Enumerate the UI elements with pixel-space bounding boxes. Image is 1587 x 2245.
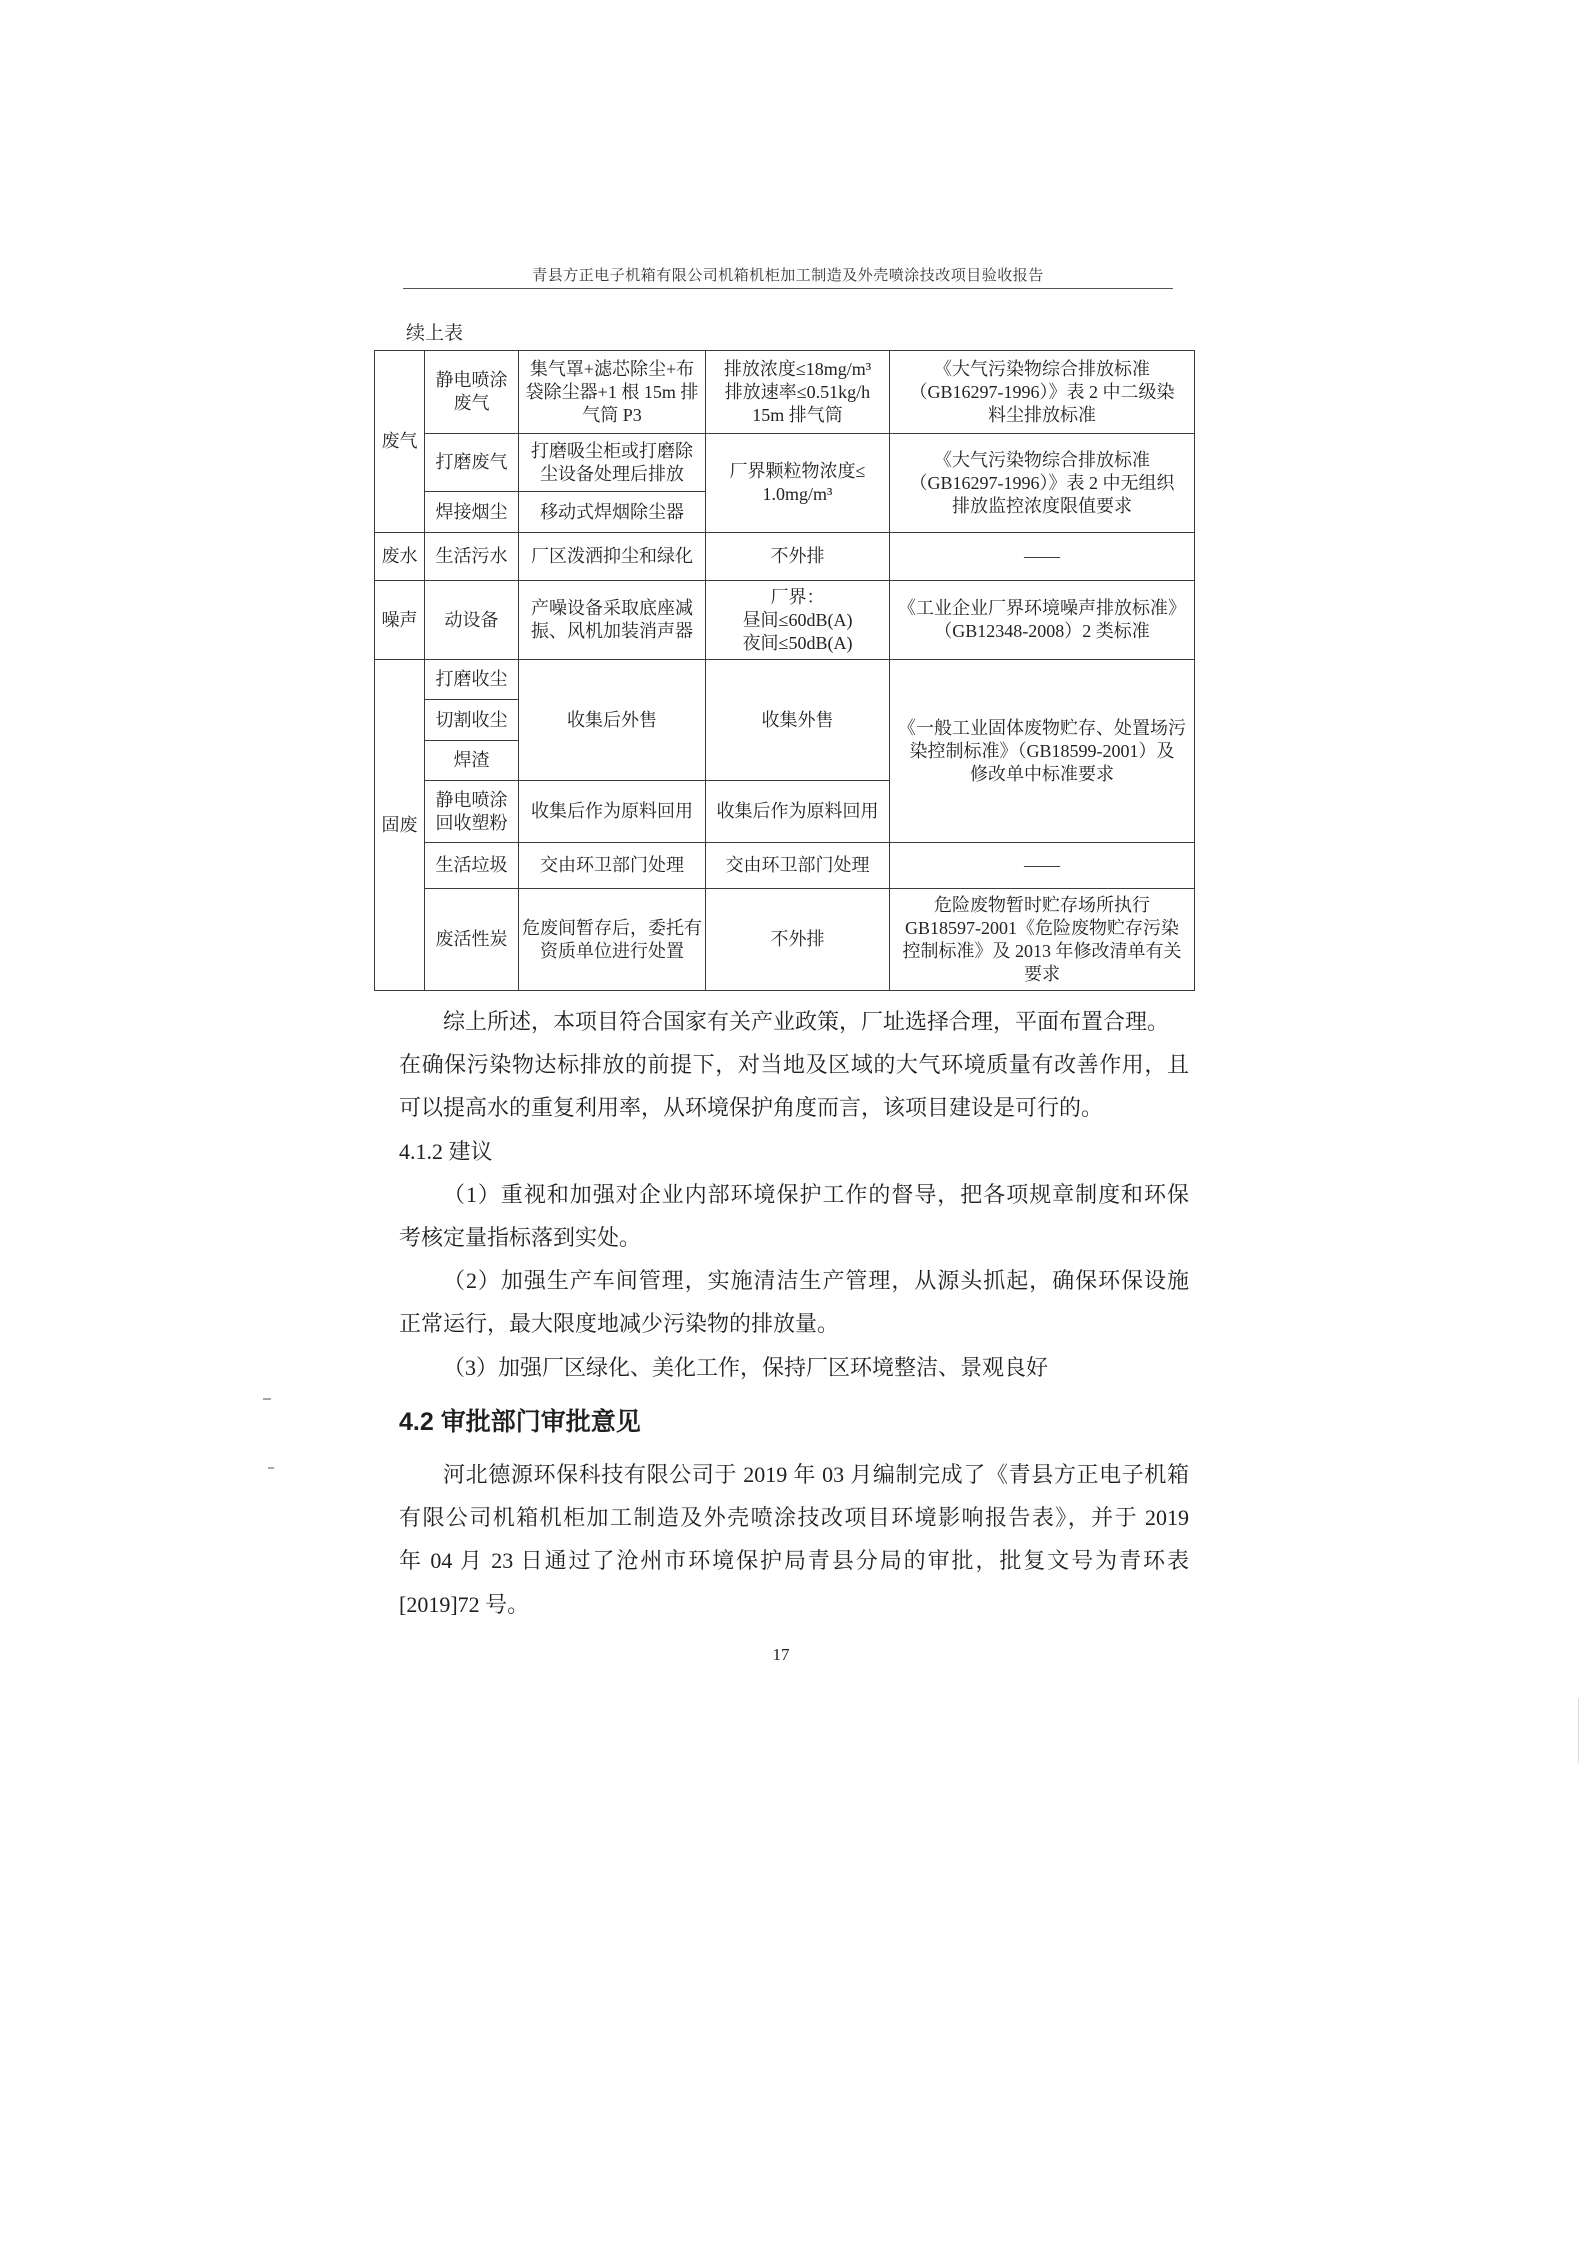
cell-text: 气筒 P3 — [582, 404, 642, 425]
suggestion-line: （2）加强生产车间管理，实施清洁生产管理，从源头抓起，确保环保设施 — [443, 1268, 1189, 1294]
cell-text: 不外排 — [770, 546, 825, 566]
cell-text: 生活垃圾 — [435, 855, 508, 875]
standard-cell — [890, 533, 1195, 581]
scan-edge-line — [1578, 1698, 1579, 1763]
cell-text: 收集后作为原料回用 — [531, 801, 693, 821]
source-cell — [425, 843, 519, 889]
measure-cell — [519, 889, 706, 991]
standard-cell — [890, 889, 1195, 991]
cell-text: 危废间暂存后，委托有 — [522, 917, 702, 938]
cell-text: 染控制标准》（GB18599-2001）及 — [909, 740, 1175, 761]
emission-cell — [706, 434, 890, 533]
table-row — [375, 581, 1195, 660]
cell-text: 修改单中标准要求 — [970, 763, 1114, 784]
cell-text: 夜间≤50dB(A) — [742, 632, 853, 653]
cell-text: （GB16297-1996）》表 2 中二级染 — [909, 381, 1175, 402]
source-cell — [425, 533, 519, 581]
cell-text: 切割收尘 — [435, 709, 508, 730]
approval-paragraph — [399, 1453, 1189, 1626]
table-row — [375, 889, 1195, 991]
summary-line: 在确保污染物达标排放的前提下，对当地及区域的大气环境质量有改善作用，且 — [399, 1052, 1189, 1078]
emission-cell — [706, 581, 890, 660]
measure-cell — [519, 533, 706, 581]
cell-text: 收集后外售 — [567, 709, 657, 730]
cell-text: GB18597-2001《危险废物贮存污染 — [905, 917, 1179, 938]
cell-text: 振、风机加装消声器 — [531, 621, 693, 641]
cell-text: 生活污水 — [435, 546, 508, 566]
summary-line: 可以提高水的重复利用率，从环境保护角度而言，该项目建设是可行的。 — [399, 1095, 1104, 1121]
cell-text: 料尘排放标准 — [988, 404, 1096, 425]
cell-text: 废气 — [453, 393, 490, 413]
source-cell — [425, 660, 519, 700]
cell-text: 昼间≤60dB(A) — [742, 609, 853, 630]
approval-line: [2019]72 号。 — [399, 1591, 530, 1617]
cell-text: 危险废物暂时贮存场所执行 — [934, 894, 1150, 915]
cell-text: 交由环卫部门处理 — [540, 855, 684, 875]
source-cell — [425, 700, 519, 741]
measure-cell — [519, 492, 706, 533]
cell-text: 《大气污染物综合排放标准 — [934, 358, 1150, 379]
scan-mark — [263, 1398, 271, 1400]
category-cell — [375, 660, 425, 991]
page-number: 17 — [772, 1645, 790, 1664]
suggestion-line: 考核定量指标落到实处。 — [399, 1225, 642, 1251]
emission-cell — [706, 533, 890, 581]
cell-text: （GB16297-1996）》表 2 中无组织 — [909, 472, 1175, 493]
scan-mark — [268, 1467, 274, 1469]
standard-cell — [890, 581, 1195, 660]
cell-text: 袋除尘器+1 根 15m 排 — [525, 381, 699, 402]
cell-text: （GB12348-2008）2 类标准 — [934, 621, 1150, 641]
cell-text: 焊接烟尘 — [435, 501, 508, 522]
cell-text: 厂区泼洒抑尘和绿化 — [531, 546, 693, 566]
category-cell — [375, 351, 425, 533]
suggestion-line: 正常运行，最大限度地减少污染物的排放量。 — [399, 1311, 840, 1337]
cell-text: 不外排 — [770, 929, 825, 949]
source-cell — [425, 492, 519, 533]
emission-cell — [706, 660, 890, 781]
approval-line: 年 04 月 23 日通过了沧州市环境保护局青县分局的审批，批复文号为青环表 — [399, 1548, 1189, 1574]
cell-text: 静电喷涂 — [435, 789, 508, 810]
category-cell — [375, 581, 425, 660]
table-row — [375, 434, 1195, 492]
cell-text: 静电喷涂 — [435, 370, 508, 390]
standard-cell — [890, 843, 1195, 889]
cell-text: 打磨收尘 — [435, 669, 508, 689]
source-cell — [425, 581, 519, 660]
header-rule — [403, 288, 1173, 289]
table-caption: 续上表 — [406, 323, 464, 344]
emission-cell — [706, 889, 890, 991]
cell-text: 15m 排气筒 — [752, 404, 843, 425]
cell-text: 排放浓度≤18mg/m³ — [723, 358, 872, 379]
cell-text: 固废 — [381, 814, 418, 835]
standard-cell — [890, 434, 1195, 533]
measure-cell — [519, 351, 706, 434]
cell-text: 打磨废气 — [435, 452, 508, 472]
emission-cell — [706, 843, 890, 889]
cell-text: 《大气污染物综合排放标准 — [934, 449, 1150, 470]
cell-text: —— — [1024, 855, 1060, 875]
table-row — [375, 533, 1195, 581]
source-cell — [425, 889, 519, 991]
running-header-title: 青县方正电子机箱有限公司机箱机柜加工制造及外壳喷涂技改项目验收报告 — [532, 268, 1044, 284]
approval-line: 有限公司机箱机柜加工制造及外壳喷涂技改项目环境影响报告表》，并于 2019 — [399, 1505, 1189, 1531]
cell-text: 产噪设备采取底座减 — [531, 598, 693, 618]
source-cell — [425, 781, 519, 843]
cell-text: 废活性炭 — [435, 929, 508, 949]
source-cell — [425, 351, 519, 434]
cell-text: 排放监控浓度限值要求 — [952, 495, 1132, 516]
measure-cell — [519, 434, 706, 492]
suggestion-line: （1）重视和加强对企业内部环境保护工作的督导，把各项规章制度和环保 — [443, 1181, 1189, 1207]
cell-text: 收集后作为原料回用 — [716, 801, 879, 821]
standard-cell — [890, 351, 1195, 434]
table-row — [375, 351, 1195, 434]
cell-text: 焊渣 — [453, 750, 490, 770]
source-cell — [425, 434, 519, 492]
cell-text: 要求 — [1024, 963, 1060, 984]
summary-line: 综上所述，本项目符合国家有关产业政策，厂址选择合理，平面布置合理。 — [443, 1009, 1170, 1034]
emission-cell — [706, 351, 890, 434]
measure-cell — [519, 660, 706, 781]
summary-section — [399, 1000, 1189, 1389]
measure-cell — [519, 781, 706, 843]
measure-cell — [519, 843, 706, 889]
section-heading: 4.2 审批部门审批意见 — [399, 1408, 641, 1436]
cell-text: 厂界颗粒物浓度≤ — [729, 461, 866, 481]
cell-text: 交由环卫部门处理 — [725, 855, 870, 875]
measure-cell — [519, 581, 706, 660]
category-cell — [375, 533, 425, 581]
approval-line: 河北德源环保科技有限公司于 2019 年 03 月编制完成了《青县方正电子机箱 — [443, 1462, 1189, 1487]
cell-text: 动设备 — [444, 609, 499, 630]
cell-text: 资质单位进行处置 — [540, 940, 684, 961]
table-row — [375, 843, 1195, 889]
cell-text: 厂界： — [770, 586, 825, 607]
subsection-title: 4.1.2 建议 — [399, 1138, 493, 1164]
suggestion-line: （3）加强厂区绿化、美化工作，保持厂区环境整洁、景观良好 — [443, 1354, 1049, 1380]
cell-text: 排放速率≤0.51kg/h — [724, 381, 871, 402]
cell-text: 废水 — [381, 546, 418, 566]
pollution-control-table — [374, 350, 1195, 991]
cell-text: —— — [1024, 546, 1060, 566]
cell-text: 集气罩+滤芯除尘+布 — [529, 358, 695, 379]
cell-text: 控制标准》及 2013 年修改清单有关 — [902, 940, 1182, 961]
cell-text: 废气 — [381, 431, 418, 451]
cell-text: 《工业企业厂界环境噪声排放标准》 — [898, 598, 1186, 618]
cell-text: 收集外售 — [761, 709, 834, 730]
cell-text: 《一般工业固体废物贮存、处置场污 — [898, 717, 1186, 738]
cell-text: 噪声 — [381, 609, 418, 630]
cell-text: 1.0mg/m³ — [762, 484, 833, 504]
cell-text: 打磨吸尘柜或打磨除 — [531, 440, 693, 461]
table-row — [375, 660, 1195, 700]
cell-text: 移动式焊烟除尘器 — [540, 501, 684, 522]
emission-cell — [706, 781, 890, 843]
cell-text: 回收塑粉 — [435, 812, 508, 833]
cell-text: 尘设备处理后排放 — [540, 463, 684, 484]
standard-cell — [890, 660, 1195, 843]
source-cell — [425, 741, 519, 781]
